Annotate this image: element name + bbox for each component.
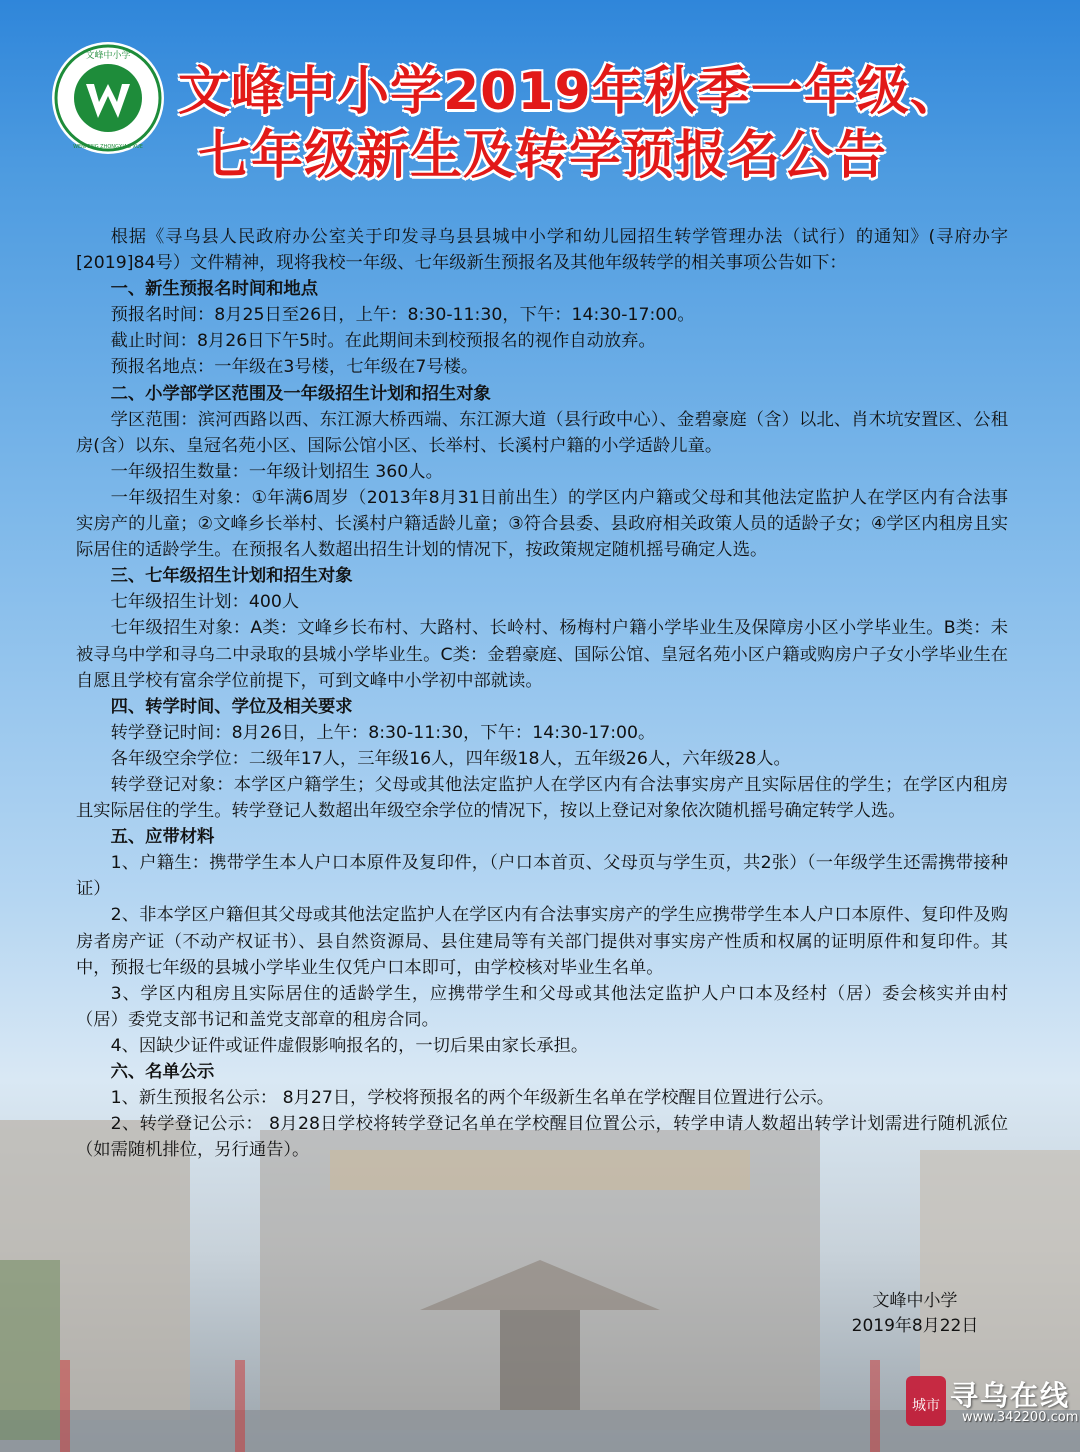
title-line-1: 文峰中小学2019年秋季一年级、 [178,62,963,122]
paragraph: 各年级空余学位：二级年17人，三年级16人，四年级18人，五年级26人，六年级28人。 [110,748,791,769]
logo-pinyin: WENFENG ZHONGXIAO XUE [73,144,143,150]
section-heading: 一、新生预报名时间和地点 [110,279,318,300]
paragraph: 一年级招生数量：一年级计划招生 360人。 [110,461,443,482]
section-heading: 六、名单公示 [110,1062,215,1082]
paragraph: 预报名地点：一年级在3号楼，七年级在7号楼。 [110,357,479,378]
section-heading: 五、应带材料 [110,827,215,848]
watermark-name: 寻乌在线 [950,1379,1071,1412]
notice-title [178,60,1058,188]
paragraph: 预报名时间：8月25日至26日，上午：8:30-11:30，下午：14:30-17:00。 [110,305,695,326]
section-heading: 二、小学部学区范围及一年级招生计划和招生对象 [110,383,491,404]
signature-school: 文峰中小学 [872,1291,958,1311]
signature [840,1289,990,1339]
logo-text: 文峰中小学 [85,51,131,61]
paragraph: 3、学区内租房且实际居住的适龄学生，应携带学生和父母或其他法定监护人户口本及经村（居）委会核实并由村（居）委党支部书记和盖党支部章的租房合同。 [76,983,1008,1030]
paragraph: 4、因缺少证件或证件虚假影响报名的，一切后果由家长承担。 [110,1035,589,1056]
signature-date: 2019年8月22日 [851,1316,979,1336]
section-heading: 三、七年级招生计划和招生对象 [110,566,353,587]
school-logo [50,40,166,156]
paragraph: 1、新生预报名公示： 8月27日，学校将预报名的两个年级新生名单在学校醒目位置进行公示。 [110,1088,835,1109]
paragraph: 截止时间：8月26日下午5时。在此期间未到校预报名的视作自动放弃。 [110,331,656,352]
watermark-badge-text: 城市 [912,1398,940,1414]
section-heading: 四、转学时间、学位及相关要求 [110,696,353,717]
paragraph: 转学登记时间：8月26日，上午：8:30-11:30，下午：14:30-17:00。 [110,722,656,743]
paragraph: 2、非本学区户籍但其父母或其他法定监护人在学区内有合法事实房产的学生应携带学生本人户口本原件、复印件及购房者房产证（不动产权证书）、县自然资源局、县住建局等有关部门提供对事实房产性质和权属的证明原件和复印件。其中，预报七年级的县城小学毕业生仅凭户口本即可，由学校核对毕业生名单。 [76,905,1008,978]
paragraph: 七年级招生计划：400人 [110,592,300,613]
paragraph: 学区范围：滨河西路以西、东江源大桥西端、东江源大道（县行政中心）、金碧豪庭（含）以北、肖木坑安置区、公租房(含）以东、皇冠名苑小区、国际公馆小区、长举村、长溪村户籍的小学适龄儿童。 [76,409,1008,456]
paragraph: 一年级招生对象：①年满6周岁（2013年8月31日前出生）的学区内户籍或父母和其他法定监护人在学区内有合法事实房产的儿童；②文峰乡长举村、长溪村户籍适龄儿童；③符合县委、县政府相关政策人员的适龄子女；④学区内租房且实际居住的适龄学生。在预报名人数超出招生计划的情况下，按政策规定随机摇号确定人选。 [76,487,1008,561]
title-line-2: 七年级新生及转学预报名公告 [198,126,888,186]
paragraph: 七年级招生对象：A类：文峰乡长布村、大路村、长岭村、杨梅村户籍小学毕业生及保障房小区小学毕业生。B类：未被寻乌中学和寻乌二中录取的县城小学毕业生。C类：金碧豪庭、国际公馆、皇冠名苑小区户籍或购房户子女小学毕业生在自愿且学校有富余学位前提下，可到文峰中小学初中部就读。 [76,618,1008,691]
paragraph: 2、转学登记公示： 8月28日学校将转学登记名单在学校醒目位置公示，转学申请人数超出转学计划需进行随机派位（如需随机排位，另行通告）。 [76,1114,1008,1161]
notice-body [76,224,1008,1163]
paragraph: 转学登记对象：本学区户籍学生；父母或其他法定监护人在学区内有合法事实房产且实际居住的学生；在学区内租房且实际居住的学生。转学登记人数超出年级空余学位的情况下，按以上登记对象依次随机摇号确定转学人选。 [76,774,1008,822]
paragraph: 根据《寻乌县人民政府办公室关于印发寻乌县县城中小学和幼儿园招生转学管理办法（试行）的通知》(寻府办字[2019]84号）文件精神，现将我校一年级、七年级新生预报名及其他年级转学的相关事项公告如下： [76,227,1008,274]
paragraph: 1、户籍生：携带学生本人户口本原件及复印件，（户口本首页、父母页与学生页，共2张）（一年级学生还需携带接种证） [76,853,1008,900]
watermark-url: www.342200.com [962,1410,1079,1425]
